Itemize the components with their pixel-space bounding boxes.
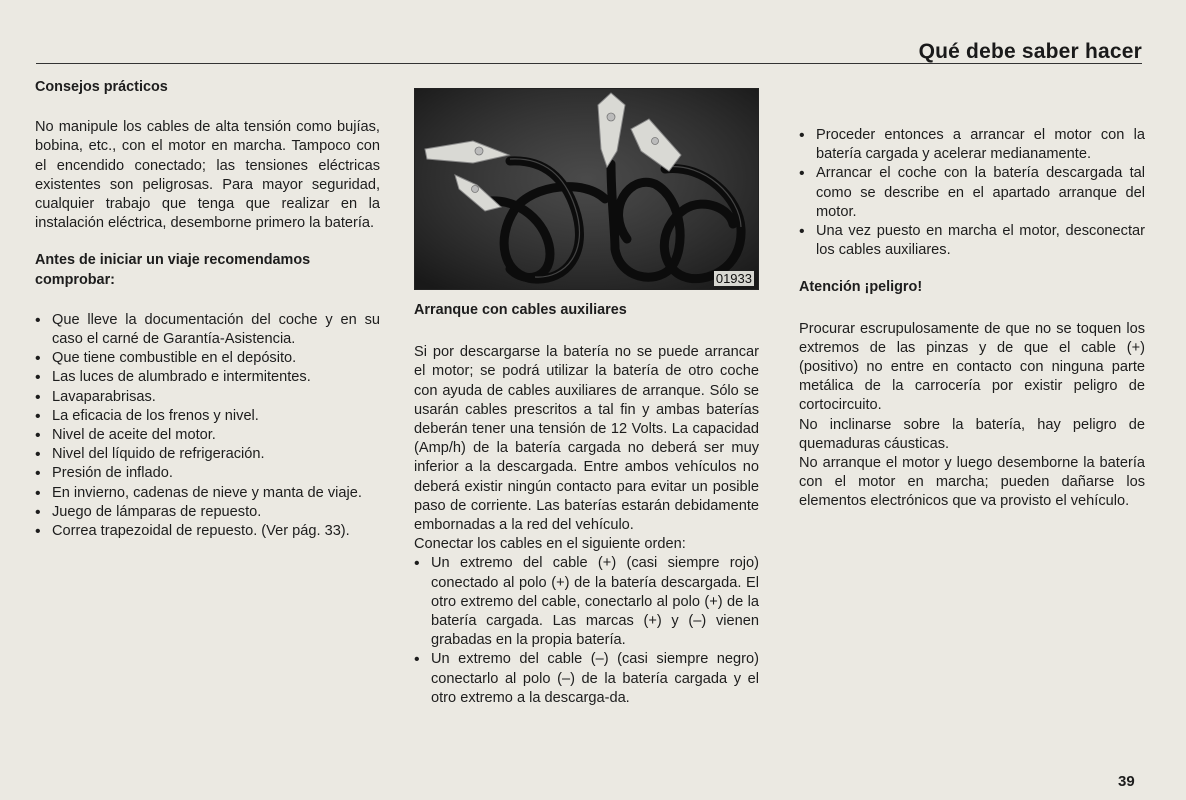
paragraph-jump-start: Si por descargarse la batería no se puede arrancar el motor; se podrá utilizar la batería de otro coche con ayuda de cables auxiliares de arranque. Sólo se usarán cables prescritos a tal fin y ambas baterías deberán tener una tensión de 12 Volts. La capacidad (Amp/h) de la batería cargada no deberá ser muy inferior a la descargada. Entre ambos vehículos no deberá existir ningún contacto para evitar un posible paso de corriente. Las baterías estarán debidamente embornadas a la red del vehículo. [414, 344, 759, 534]
jumper-cables-photo [414, 88, 759, 290]
connection-steps [414, 554, 759, 708]
list-item: • Juego de lámparas de repuesto. [35, 503, 380, 522]
list-item: • Que tiene combustible en el depósito. [35, 349, 380, 368]
column-left [35, 78, 380, 541]
paragraph-warning-caustic: No inclinarse sobre la batería, hay peligro de quemaduras cáusticas. [799, 416, 1145, 452]
heading-antes-viaje: Antes de iniciar un viaje recomendamos comprobar: [35, 252, 311, 288]
list-item: • Una vez puesto en marcha el motor, desconectar los cables auxiliares. [799, 222, 1145, 260]
list-item: • Correa trapezoidal de repuesto. (Ver pág. 33). [35, 522, 380, 541]
paragraph-connect-order: Conectar los cables en el siguiente orden: [414, 536, 686, 553]
paragraph-consejos: No manipule los cables de alta tensión como bujías, bobina, etc., con el motor en marcha. Tampoco con el encendido conectado; las tensiones eléctricas existentes son peligrosas. Para mayor seguridad, cualquier trabajo que tenga que realizar en la instalación eléctrica, desemborne primero la batería. [35, 119, 380, 232]
list-item: • Un extremo del cable (+) (casi siempre rojo) conectado al polo (+) de la batería descargada. El otro extremo del cable, conectarlo al polo (+) de la batería cargada. Las marcas (+) y (–) vienen grabadas en la propia batería. [414, 554, 759, 650]
page-title: Qué debe saber hacer [918, 40, 1142, 63]
paragraph-warning-clamps: Procurar escrupulosamente de que no se toquen los extremos de las pinzas y de que el cable (+) (positivo) no entre en contacto con ninguna parte metálica de la carrocería por existir peligro de cortocircuito. [799, 320, 1145, 414]
paragraph-warning-electronics: No arranque el motor y luego desemborne la batería con el motor en marcha; pueden dañarse los elementos electrónicos que va provisto el vehículo. [799, 455, 1145, 510]
list-item: • Arrancar el coche con la batería descargada tal como se describe en el apartado arranque del motor. [799, 164, 1145, 222]
column-middle [414, 88, 759, 708]
list-item: • Lavaparabrisas. [35, 388, 380, 407]
checklist [35, 311, 380, 541]
list-item: • Un extremo del cable (–) (casi siempre negro) conectarlo al polo (–) de la batería cargada y el otro extremo a la descarga-da. [414, 650, 759, 708]
start-steps [799, 126, 1145, 260]
list-item: • Las luces de alumbrado e intermitentes. [35, 368, 380, 387]
heading-atencion-peligro: Atención ¡peligro! [799, 279, 923, 296]
list-item: • En invierno, cadenas de nieve y manta de viaje. [35, 484, 380, 503]
list-item: • La eficacia de los frenos y nivel. [35, 407, 380, 426]
jumper-cables-illustration [415, 89, 758, 289]
list-item: • Presión de inflado. [35, 464, 380, 483]
list-item: • Proceder entonces a arrancar el motor con la batería cargada y acelerar medianamente. [799, 126, 1145, 164]
figure-reference-number: 01933 [715, 271, 752, 286]
list-item: • Que lleve la documentación del coche y en su caso el carné de Garantía-Asistencia. [35, 311, 380, 349]
figure-caption: Arranque con cables auxiliares [414, 302, 627, 318]
column-right [799, 126, 1145, 512]
list-item: • Nivel del líquido de refrigeración. [35, 445, 380, 464]
list-item: • Nivel de aceite del motor. [35, 426, 380, 445]
page-number: 39 [1118, 773, 1135, 790]
heading-consejos: Consejos prácticos [35, 79, 168, 95]
